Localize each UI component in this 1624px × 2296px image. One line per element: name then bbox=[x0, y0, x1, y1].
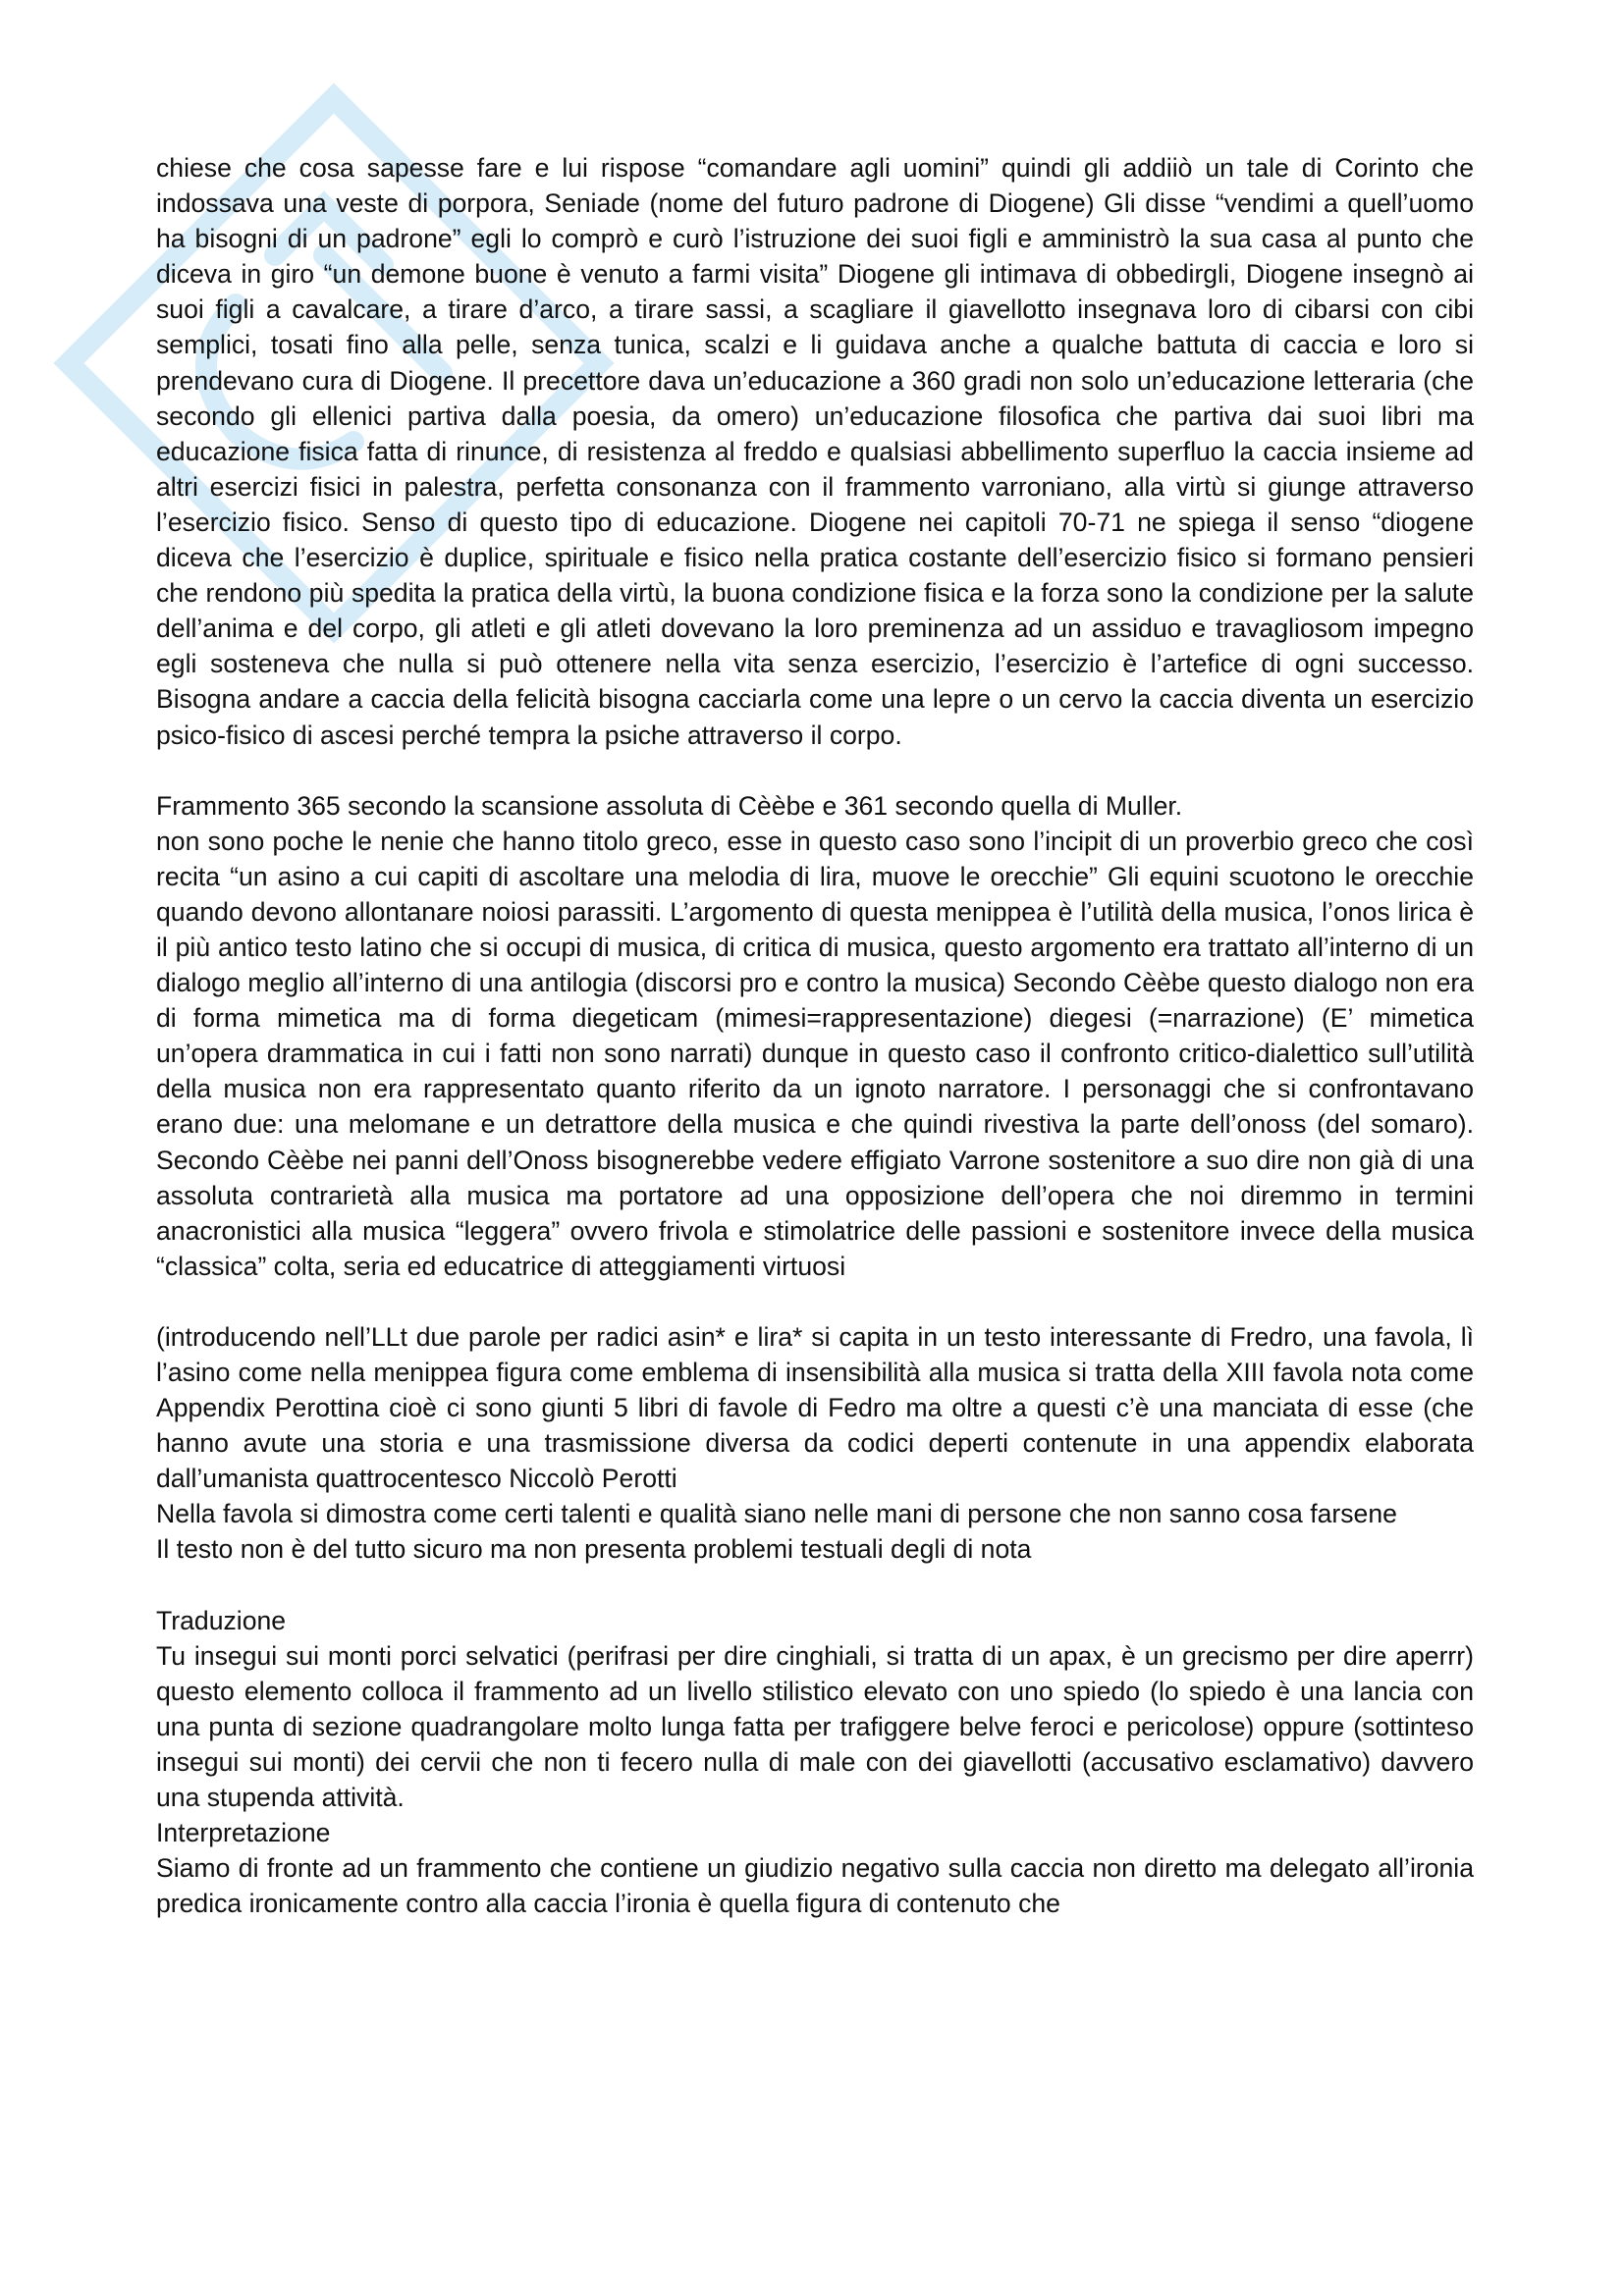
paragraph-onos-lirica: non sono poche le nenie che hanno titolo greco, esse in questo caso sono l’incipit di un proverbio greco che così recita “un asino a cui capiti di ascoltare una melodia di lira, muove le orecchie” Gli equini scuotono le orecchie quando devono allontanare noiosi parassiti. L’argomento di questa menippea è l’utilità della musica, l’onos lirica è il più antico testo latino che si occupi di musica, di critica di musica, questo argomento era trattato all’interno di un dialogo meglio all’interno di una antilogia (discorsi pro e contro la musica) Secondo Cèèbe questo dialogo non era di forma mimetica ma di forma diegeticam (mimesi=rappresentazione) diegesi (=narrazione) (E’ mimetica un’opera drammatica in cui i fatti non sono narrati) dunque in questo caso il confronto critico-dialettico sull’utilità della musica non era rappresentato quanto riferito da un ignoto narratore. I personaggi che si confrontavano erano due: una melomane e un detrattore della musica e che quindi rivestiva la parte dell’onoss (del somaro). Secondo Cèèbe nei panni dell’Onoss bisognerebbe vedere effigiato Varrone sostenitore a suo dire non già di una assoluta contrarietà alla musica ma portatore ad una opposizione dell’opera che noi diremmo in termini anacronistici alla musica “leggera” ovvero frivola e stimolatrice delle passioni e sostenitore invece della musica “classica” colta, seria ed educatrice di atteggiamenti virtuosi bbox=[156, 826, 1474, 1281]
paragraph-gap bbox=[156, 753, 1474, 788]
paragraph-gap bbox=[156, 1284, 1474, 1319]
paragraph-interpretazione: Siamo di fronte ad un frammento che contiene un giudizio negativo sulla caccia non diretto ma delegato all’ironia predica ironicamente contro alla caccia l’ironia è quella figura di contenuto che bbox=[156, 1853, 1474, 1919]
document-body bbox=[156, 150, 1474, 1921]
paragraph-frammento-title: Frammento 365 secondo la scansione assoluta di Cèèbe e 361 secondo quella di Muller. bbox=[156, 790, 1183, 821]
paragraph-gap bbox=[156, 1568, 1474, 1603]
paragraph-diogene: chiese che cosa sapesse fare e lui rispose “comandare agli uomini” quindi gli addiiò un tale di Corinto che indossava una veste di porpora, Seniade (nome del futuro padrone di Diogene) Gli disse “vendimi a quell’uomo ha bisogni di un padrone” egli lo comprò e curò l’istruzione dei suoi figli e amministrò la sua casa al punto che diceva in giro “un demone buone è venuto a farmi visita” Diogene gli intimava di obbedirgli, Diogene insegnò ai suoi figli a cavalcare, a tirare d’arco, a tirare sassi, a scagliare il giavellotto insegnava loro di cibarsi con cibi semplici, tosati fino alla pelle, senza tunica, scalzi e li guidava anche a qualche battuta di caccia e loro si prendevano cura di Diogene. Il precettore dava un’educazione a 360 gradi non solo un’educazione letteraria (che secondo gli ellenici partiva dalla poesia, da omero) un’educazione filosofica che partiva dai suoi libri ma educazione fisica fatta di rinunce, di resistenza al freddo e qualsiasi abbellimento superfluo la caccia insieme ad altri esercizi fisici in palestra, perfetta consonanza con il frammento varroniano, alla virtù si giunge attraverso l’esercizio fisico. Senso di questo tipo di educazione. Diogene nei capitoli 70-71 ne spiega il senso “diogene diceva che l’esercizio è duplice, spirituale e fisico nella pratica costante dell’esercizio fisico si formano pensieri che rendono più spedita la pratica della virtù, la buona condizione fisica e la forza sono la condizione per la salute dell’anima e del corpo, gli atleti e gli atleti dovevano la loro preminenza ad un assiduo e travagliosom impegno egli sosteneva che nulla si può ottenere nella vita senza esercizio, l’esercizio è l’artefice di ogni successo. Bisogna andare a caccia della felicità bisogna cacciarla come una lepre o un cervo la caccia diventa un esercizio psico-fisico di ascesi perché tempra la psiche attraverso il corpo. bbox=[156, 153, 1474, 750]
heading-traduzione: Traduzione bbox=[156, 1605, 287, 1635]
paragraph-traduzione: Tu insegui sui monti porci selvatici (perifrasi per dire cinghiali, si tratta di un apax, è un grecismo per dire aperrr) questo elemento colloca il frammento ad un livello stilistico elevato con uno spiedo (lo spiedo è una lancia con una punta di sezione quadrangolare molto lunga fatta per trafiggere belve feroci e pericolose) oppure (sottinteso insegui sui monti) dei cervii che non ti fecero nulla di male con dei giavellotti (accusativo esclamativo) davvero una stupenda attività. bbox=[156, 1640, 1474, 1813]
paragraph-testo: Il testo non è del tutto sicuro ma non presenta problemi testuali degli di nota bbox=[156, 1534, 1032, 1565]
paragraph-fedro: (introducendo nell’LLt due parole per radici asin* e lira* si capita in un testo interessante di Fredro, una favola, lì l’asino come nella menippea figura come emblema di insensibilità alla musica si tratta della XIII favola nota come Appendix Perottina cioè ci sono giunti 5 libri di favole di Fedro ma oltre a questi c’è una manciata di esse (che hanno avute una storia e una trasmissione diversa da codici deperti contenute in una appendix elaborata dall’umanista quattrocentesco Niccolò Perotti bbox=[156, 1321, 1474, 1494]
paragraph-favola: Nella favola si dimostra come certi talenti e qualità siano nelle mani di persone che non sanno cosa farsene bbox=[156, 1499, 1397, 1529]
heading-interpretazione: Interpretazione bbox=[156, 1818, 331, 1848]
